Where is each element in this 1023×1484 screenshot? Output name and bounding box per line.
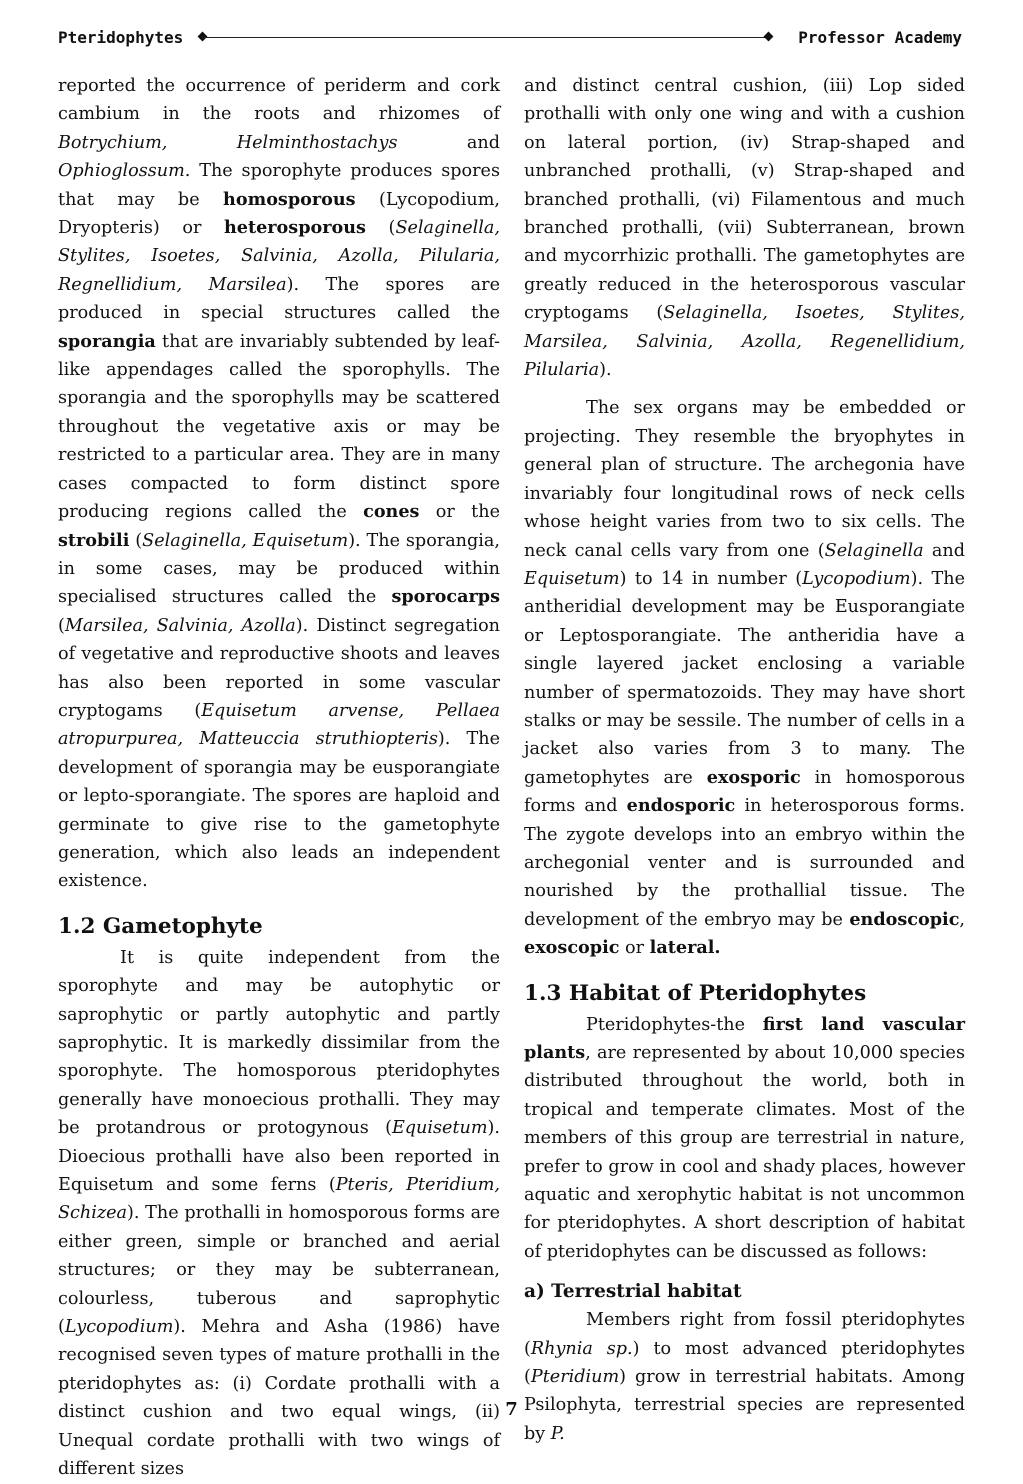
bold-term: heterosporous — [223, 217, 366, 239]
text-run: and — [923, 540, 966, 561]
text-run: reported the occurrence of periderm and cork cambium in the roots and rhizomes of — [58, 76, 500, 125]
text-run: ). The spores are produced in special structures called the — [58, 274, 500, 324]
text-run: in heterosporous forms. The zygote develops into an embryo within the archegonial venter and is surrounded and nourished by the prothallial tissue. The development of the embryo may be — [524, 796, 966, 930]
bold-term: endoscopic — [849, 908, 960, 930]
text-run: ) grow in terrestrial habitats. Among Psilophyta, terrestrial species are represented by — [524, 1367, 965, 1444]
italic-term: Botrychium, Helminthostachys — [58, 132, 398, 153]
italic-term: Selaginella, Stylites, Isoetes, Salvinia, Azolla, Pilularia, Regnellidium, Marsilea — [58, 218, 500, 295]
bold-term: cones — [363, 501, 420, 523]
subheading-terrestrial-habitat: a) Terrestrial habitat — [524, 1281, 742, 1303]
italic-term: Equisetum — [391, 1118, 488, 1139]
bold-term: endosporic — [626, 795, 736, 817]
paragraph-habitat-intro — [524, 1011, 965, 1267]
italic-term: Pteris, Pteridium, Schizea — [58, 1175, 500, 1224]
text-run: ). Mehra and Asha (1986) have recognised seven types of mature prothalli in the pteridophytes as: (i) Cordate prothalli with a distinct cushion and two equal wings, (ii) Unequal cordate prothalli with two wings of different sizes — [58, 1317, 500, 1480]
text-run: , — [959, 909, 965, 930]
paragraph-sporophyte — [58, 72, 500, 896]
text-run: and — [397, 132, 500, 153]
paragraph-prothalli-types — [524, 72, 965, 384]
text-run: It is quite independent from the sporophyte and may be autophytic or saprophytic or partly autophytic and partly saprophytic. It is markedly dissimilar from the sporophyte. The homosporous pteridophytes generally have monoecious prothalli. They may be protandrous or protogynous ( — [58, 947, 500, 1139]
text-run: The sex organs may be embedded or projecting. They resemble the bryophytes in general plan of structure. The archegonia have invariably four longitudinal rows of neck cells whose height varies from two to six cells. The neck canal cells vary from one ( — [524, 398, 965, 561]
paragraph-terrestrial-habitat — [524, 1306, 965, 1448]
text-run: ). The prothalli in homosporous forms are either green, simple or branched and aerial structures; or they may be subterranean, colourless, tuberous and saprophytic ( — [58, 1203, 500, 1338]
bold-term: first land vascular plants — [524, 1013, 966, 1063]
italic-term: Rhynia sp. — [530, 1338, 633, 1359]
bold-term: sporangia — [58, 330, 156, 352]
text-run: ) to 14 in number ( — [619, 568, 803, 589]
italic-term: Selaginella, Equisetum — [142, 530, 349, 551]
text-run: ( — [58, 615, 65, 636]
bold-term: sporocarps — [391, 586, 500, 608]
italic-term: Ophioglossum — [58, 161, 185, 182]
bold-term: lateral. — [649, 937, 721, 959]
italic-term: Lycopodium — [802, 568, 911, 589]
text-run: ). The development of sporangia may be eusporangiate or lepto-sporangiate. The spores are haploid and germinate to give rise to the gametophyte generation, which also leads an independent existence. — [58, 729, 500, 892]
text-run: and distinct central cushion, (iii) Lop sided prothalli with only one wing and with a cushion on lateral portion, (iv) Strap-shaped and unbranched prothalli, (v) Strap-shaped and branched prothalli, (vi) Filamentous and much branched prothalli, (vii) Subterranean, brown and mycorrhizic prothalli. The gametophytes are greatly reduced in the heterosporous vascular cryptogams ( — [524, 76, 965, 324]
bold-term: strobili — [58, 529, 130, 551]
text-run: ) to most advanced pteridophytes ( — [524, 1338, 965, 1388]
italic-term: P. — [550, 1423, 565, 1444]
text-run: or — [619, 938, 650, 959]
page-header — [58, 26, 962, 50]
italic-term: Selaginella, Isoetes, Stylites, Marsilea, Salvinia, Azolla, Regenellidium, Pilularia — [524, 303, 965, 381]
header-rule — [202, 37, 768, 38]
text-run: that are invariably subtended by leaf-like appendages called the sporophylls. The sporangia and the sporophylls may be scattered throughout the vegetative axis or may be restricted to a particular area. They are in many cases compacted to form distinct spore producing regions called the — [58, 331, 500, 523]
text-run: ). The sporangia, in some cases, may be produced within specialised structures called the — [58, 530, 500, 608]
italic-term: Marsilea, Salvinia, Azolla — [64, 615, 296, 636]
text-run: ). The antheridial development may be Eusporangiate or Leptosporangiate. The antheridia have a single layered jacket enclosing a variable number of spermatozoids. They may have short stalks or may be sessile. The number of cells in a jacket also varies from 3 to many. The gametophytes are — [524, 568, 965, 788]
text-run: ( — [365, 218, 396, 239]
bold-term: exoscopic — [524, 937, 620, 959]
italic-term: Pteridium — [530, 1367, 620, 1388]
header-left-title: Pteridophytes — [58, 28, 184, 47]
bold-term: exosporic — [706, 766, 801, 788]
text-run: , are represented by about 10,000 species distributed throughout the world, both in tropical and temperate climates. Most of the members of this group are terrestrial in nature, prefer to grow in cool and shady places, however aquatic and xerophytic habitat is not uncommon for pteridophytes. A short description of habitat of pteridophytes can be discussed as follows: — [524, 1043, 965, 1262]
text-run: Members right from fossil pteridophytes ( — [524, 1310, 965, 1359]
bold-term: homosporous — [223, 188, 356, 210]
text-run: . The sporophyte produces spores that may be — [58, 161, 500, 210]
text-run: or the — [419, 502, 500, 523]
right-column — [524, 72, 965, 1448]
italic-term: Equisetum arvense, Pellaea atropurpurea, Matteuccia struthiopteris — [58, 700, 500, 750]
italic-term: Lycopodium — [64, 1317, 174, 1338]
text-run: (Lycopodium, Dryopteris) or — [58, 189, 500, 239]
text-run: in homosporous forms and — [524, 767, 965, 817]
text-run: Pteridophytes-the — [586, 1014, 763, 1035]
text-run: ). — [599, 360, 612, 381]
page-number: 7 — [505, 1399, 518, 1420]
italic-term: Selaginella — [824, 540, 924, 561]
italic-term: Equisetum — [524, 568, 620, 589]
paragraph-sex-organs — [524, 394, 965, 962]
header-rule-end-diamond-icon — [764, 32, 774, 42]
section-heading-habitat: 1.3 Habitat of Pteridophytes — [524, 980, 867, 1006]
text-run: ). Distinct segregation of vegetative and reproductive shoots and leaves has also been reported in some vascular cryptogams ( — [58, 615, 500, 721]
section-heading-gametophyte: 1.2 Gametophyte — [58, 913, 263, 939]
text-run: ( — [129, 530, 143, 551]
text-run: ). Dioecious prothalli have also been reported in Equisetum and some ferns ( — [58, 1118, 500, 1196]
header-right-title: Professor Academy — [798, 28, 962, 47]
left-column — [58, 72, 500, 1484]
